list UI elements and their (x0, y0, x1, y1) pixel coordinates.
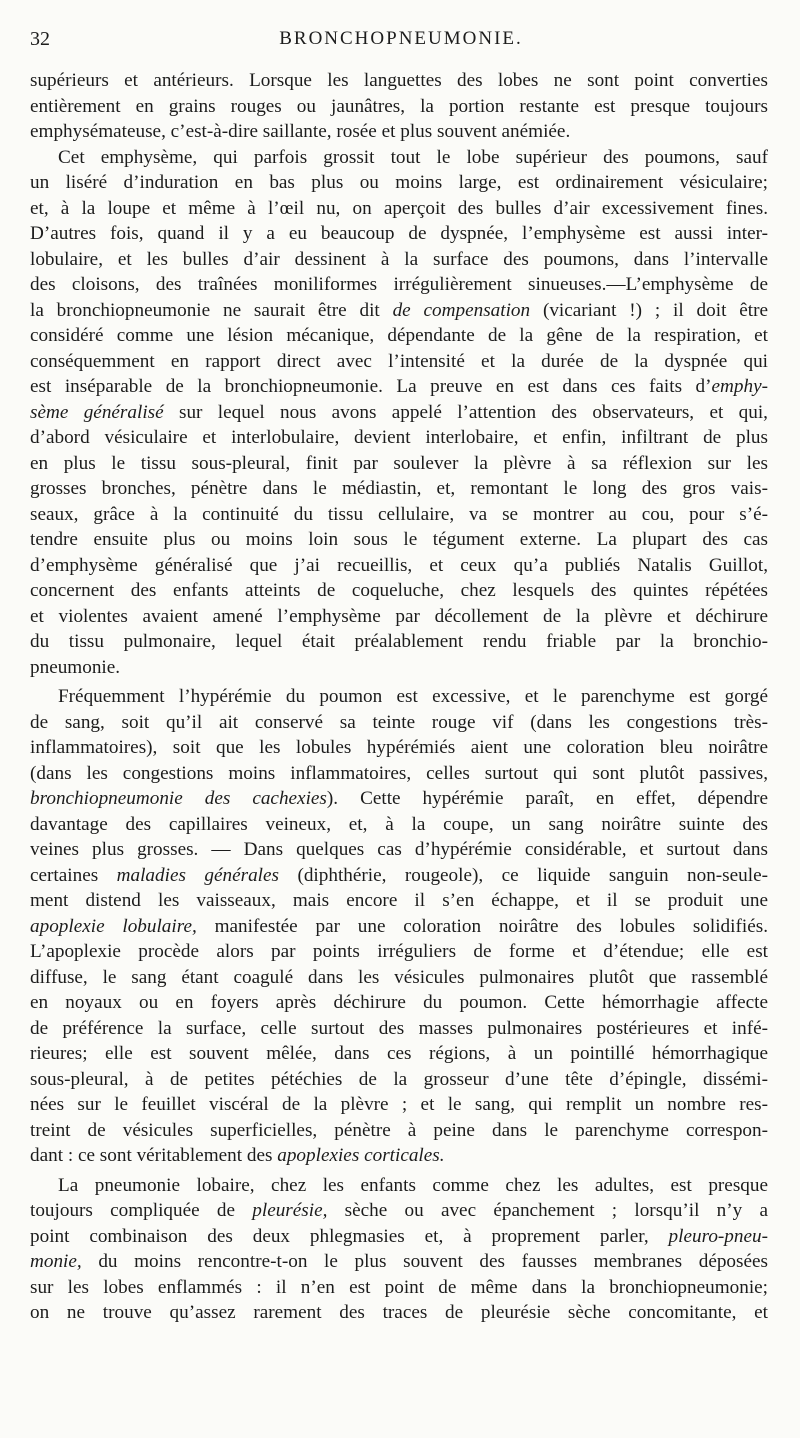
text-segment: est inséparable de la bronchiopneumonie. La preuve en est dans ces faits d’ (30, 376, 712, 397)
text-segment: en plus le tissu sous-pleural, finit par soulever la plèvre à sa réflexion sur les (30, 452, 768, 474)
text-segment: ). Cette hypérémie paraît, en effet, dépendre (326, 788, 768, 809)
text-line (30, 914, 768, 940)
text-line (30, 221, 768, 247)
text-line (30, 735, 768, 761)
text-line (30, 939, 768, 965)
text-segment: Fréquemment l’hypérémie du poumon est excessive, et le parenchyme est gorgé (58, 686, 768, 707)
text-line (30, 629, 768, 655)
text-line (30, 94, 768, 120)
text-line (30, 272, 768, 298)
text-line (30, 349, 768, 375)
text-line (30, 145, 768, 171)
text-line (30, 323, 768, 349)
text-line (30, 553, 768, 579)
text-segment: manifestée par une coloration noirâtre des lobules solidifiés. (196, 915, 768, 937)
text-segment: (dans les congestions moins inflammatoires, celles surtout qui sont plutôt passives, (30, 762, 768, 784)
text-line (30, 196, 768, 222)
text-line (30, 527, 768, 553)
text-line (30, 710, 768, 736)
text-segment: nées sur le feuillet viscéral de la plèvre ; et le sang, qui remplit un nombre res- (30, 1094, 768, 1115)
text-segment: Cet emphysème, qui parfois grossit tout le lobe supérieur des poumons, sauf (58, 146, 768, 168)
text-segment: supérieurs et antérieurs. Lorsque les languettes des lobes ne sont point converties (30, 70, 768, 91)
text-segment: de préférence la surface, celle surtout des masses pulmonaires postérieures et infé- (30, 1017, 768, 1039)
text-segment: sous-pleural, à de petites pétéchies de la grosseur d’une tête d’épingle, dissémi- (30, 1068, 768, 1090)
italic-text: emphy- (711, 376, 768, 397)
text-segment: pneumonie. (30, 656, 121, 678)
text-line (30, 400, 768, 426)
text-line (30, 68, 768, 94)
text-line (30, 374, 768, 400)
text-line (30, 990, 768, 1016)
text-line (30, 684, 768, 710)
text-segment: on ne trouve qu’assez rarement des traces de pleurésie sèche concomitante, et (30, 1302, 768, 1323)
text-segment: du moins rencontre-t-on le plus souvent des fausses membranes déposées (81, 1251, 768, 1272)
text-line (30, 1275, 768, 1301)
text-line (30, 1041, 768, 1067)
text-line (30, 119, 768, 145)
text-segment: entièrement en grains rouges ou jaunâtres, la portion restante est presque toujours (30, 95, 768, 117)
text-line (30, 655, 768, 681)
italic-text: pleuro-pneu- (668, 1225, 768, 1247)
text-segment: L’apoplexie procède alors par points irréguliers de forme et d’étendue; elle est (30, 941, 768, 962)
text-line (30, 1173, 768, 1199)
text-line (30, 965, 768, 991)
text-line (30, 170, 768, 196)
text-segment: toujours compliquée de (30, 1200, 253, 1221)
text-line (30, 1092, 768, 1118)
text-segment: la bronchiopneumonie ne saurait être dit (30, 299, 393, 321)
text-segment: concernent des enfants atteints de coqueluche, chez lesquels des quintes répétées (30, 580, 768, 601)
text-segment: un liséré d’induration en bas plus ou moins large, est ordinairement vésiculaire; (30, 172, 768, 193)
text-segment: conséquemment en rapport direct avec l’intensité et la durée de la dyspnée qui (30, 350, 768, 372)
text-segment: sèche ou avec épanchement ; lorsqu’il n’y a (327, 1200, 768, 1221)
running-title: BRONCHOPNEUMONIE. (279, 28, 523, 49)
italic-text: monie, (30, 1251, 82, 1272)
text-segment: du tissu pulmonaire, lequel était préalablement rendu friable par la bronchio- (30, 631, 768, 652)
text-segment: ment distend les vaisseaux, mais encore il s’en échappe, et il se produit une (30, 890, 768, 911)
text-line (30, 1067, 768, 1093)
text-segment: des cloisons, des traînées moniliformes irrégulièrement sinueuses.—L’emphysème de (30, 274, 768, 295)
italic-text: bronchiopneumonie des cachexies (30, 788, 327, 809)
text-line (30, 1249, 768, 1275)
italic-text: de compensation (392, 299, 531, 321)
text-segment: La pneumonie lobaire, chez les enfants comme chez les adultes, est presque (58, 1174, 768, 1196)
text-segment: davantage des capillaires veineux, et, à la coupe, un sang noirâtre suinte des (30, 813, 768, 835)
text-line (30, 1198, 768, 1224)
text-line (30, 761, 768, 787)
text-segment: tendre ensuite plus ou moins loin sous le tégument externe. La plupart des cas (30, 529, 768, 550)
text-line (30, 578, 768, 604)
text-line (30, 298, 768, 324)
text-segment: considéré comme une lésion mécanique, dépendante de la gêne de la respiration, et (30, 325, 768, 346)
text-segment: sur les lobes enflammés : il n’en est point de même dans la bronchiopneumonie; (30, 1276, 768, 1298)
text-line (30, 247, 768, 273)
text-line (30, 786, 768, 812)
text-segment: en noyaux ou en foyers après déchirure du poumon. Cette hémorrhagie affecte (30, 992, 768, 1013)
text-segment: (vicariant !) ; il doit être (530, 299, 768, 321)
text-segment: rieures; elle est souvent mêlée, dans ces régions, à un pointillé hémorrhagique (30, 1043, 768, 1064)
text-line (30, 1224, 768, 1250)
text-segment: de sang, soit qu’il ait conservé sa teinte rouge vif (dans les congestions très- (30, 711, 768, 733)
text-segment: lobulaire, et les bulles d’air dessinent à la surface des poumons, dans l’intervalle (30, 248, 768, 270)
italic-text: apoplexies corticales. (277, 1145, 445, 1166)
text-segment: veines plus grosses. — Dans quelques cas d’hypérémie considérable, et surtout dans (30, 839, 768, 860)
text-segment: certaines (30, 864, 117, 886)
text-line (30, 812, 768, 838)
text-line (30, 1016, 768, 1042)
italic-text: pleurésie, (252, 1200, 328, 1221)
text-line (30, 1300, 768, 1326)
text-line (30, 1143, 768, 1169)
text-segment: dant : ce sont véritablement des (30, 1145, 278, 1166)
italic-text: sème généralisé (30, 401, 164, 423)
page-header (30, 28, 772, 60)
text-segment: point combinaison des deux phlegmasies et, à proprement parler, (30, 1225, 669, 1247)
text-segment: emphysémateuse, c’est-à-dire saillante, rosée et plus souvent anémiée. (30, 121, 571, 142)
text-line (30, 476, 768, 502)
text-segment: (diphthérie, rougeole), ce liquide sanguin non-seule- (278, 864, 768, 886)
page-number: 32 (30, 28, 50, 50)
text-line (30, 1118, 768, 1144)
text-segment: seaux, grâce à la continuité du tissu cellulaire, va se montrer au cou, pour s’é- (30, 503, 768, 525)
text-line (30, 502, 768, 528)
text-segment: diffuse, le sang étant coagulé dans les vésicules pulmonaires plutôt que rassemblé (30, 966, 768, 988)
text-line (30, 888, 768, 914)
text-segment: grosses bronches, pénètre dans le médiastin, et, remontant le long des gros vais- (30, 478, 768, 499)
text-line (30, 425, 768, 451)
body-text (30, 68, 768, 1326)
text-line (30, 837, 768, 863)
text-segment: D’autres fois, quand il y a eu beaucoup de dyspnée, l’emphysème est aussi inter- (30, 223, 768, 244)
italic-text: maladies générales (116, 864, 279, 886)
italic-text: apoplexie lobulaire, (30, 915, 197, 937)
text-line (30, 604, 768, 630)
text-segment: et, à la loupe et même à l’œil nu, on aperçoit des bulles d’air excessivement fines. (30, 197, 768, 219)
text-segment: inflammatoires), soit que les lobules hypérémiés aient une coloration bleu noirâtre (30, 737, 768, 758)
text-line (30, 863, 768, 889)
text-segment: et violentes avaient amené l’emphysème par décollement de la plèvre et déchirure (30, 605, 768, 627)
text-segment: d’emphysème généralisé que j’ai recueillis, et ceux qu’a publiés Natalis Guillot, (30, 554, 768, 576)
text-segment: sur lequel nous avons appelé l’attention des observateurs, et qui, (163, 401, 768, 423)
text-segment: treint de vésicules superficielles, pénètre à peine dans le parenchyme correspon- (30, 1119, 768, 1141)
text-line (30, 451, 768, 477)
text-segment: d’abord vésiculaire et interlobulaire, devient interlobaire, et enfin, infiltrant de plus (30, 427, 768, 448)
